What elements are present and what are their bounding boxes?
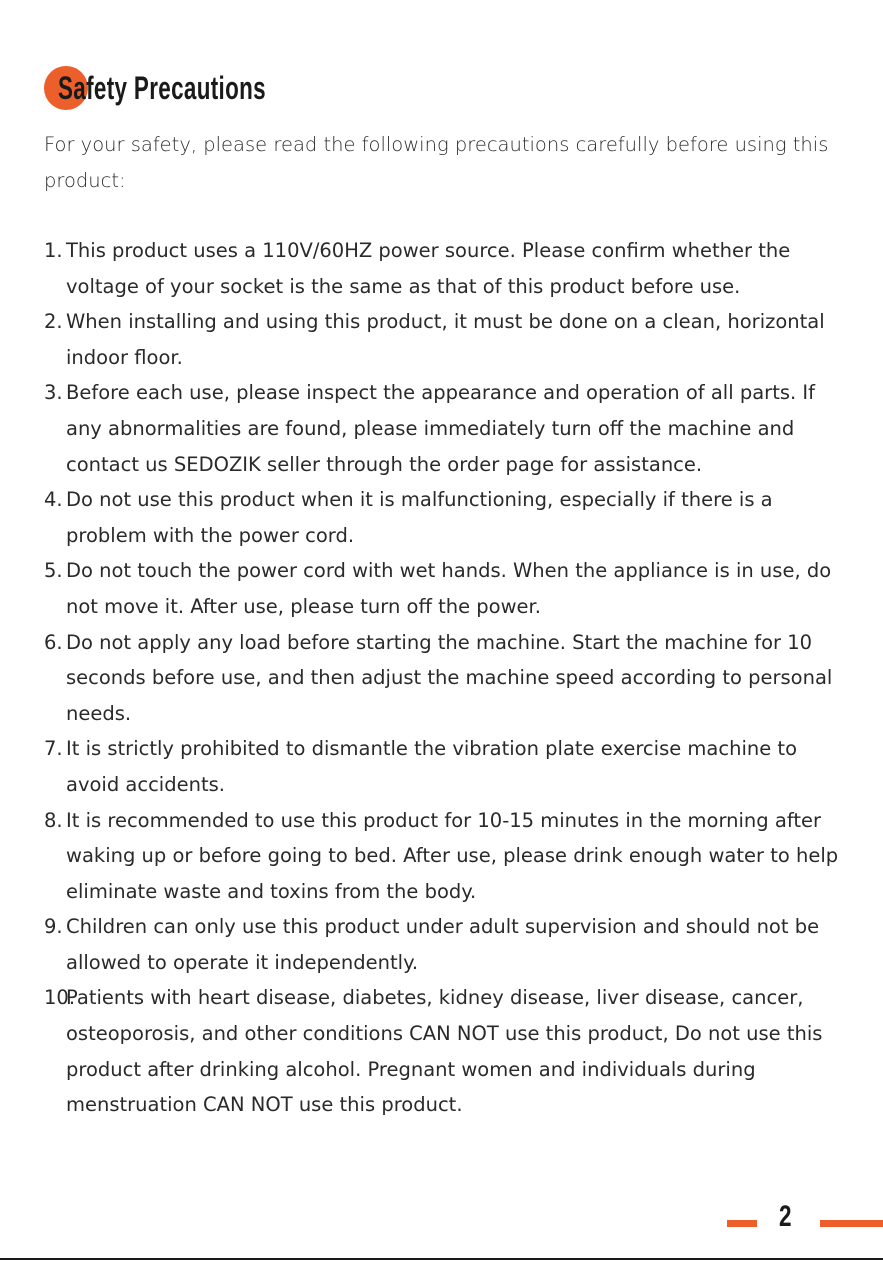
item-text: Do not apply any load before starting the machine. Start the machine for 10 seconds before use, and then adjust the machine speed according to personal needs.	[66, 630, 833, 725]
item-number: 2.	[44, 310, 63, 334]
item-number: 7.	[44, 737, 63, 761]
item-text: Do not touch the power cord with wet hands. When the appliance is in use, do not move it. After use, please turn off the power.	[66, 559, 832, 618]
item-text: Do not use this product when it is malfunctioning, especially if there is a problem with the power cord.	[66, 488, 773, 547]
item-number: 3.	[44, 381, 63, 405]
footer-accent-bar-left	[727, 1220, 757, 1227]
list-item	[44, 375, 844, 482]
item-number: 6.	[44, 630, 63, 654]
footer-accent-bar-right	[820, 1220, 883, 1227]
item-text: Patients with heart disease, diabetes, kidney disease, liver disease, cancer, osteoporosis, and other conditions CAN NOT use this product, Do not use this product after drinking alcohol. Pregnant women and individuals during menstruation CAN NOT use this product.	[66, 986, 823, 1117]
intro-paragraph: For your safety, please read the following precautions carefully before using this product:	[44, 133, 829, 192]
item-number: 10.	[44, 986, 76, 1010]
section-header	[44, 66, 341, 110]
list-item	[44, 909, 844, 980]
list-item	[44, 731, 844, 802]
item-number: 1.	[44, 239, 63, 262]
item-number: 9.	[44, 915, 63, 939]
item-text: It is strictly prohibited to dismantle the vibration plate exercise machine to avoid accidents.	[66, 737, 798, 796]
list-item	[44, 233, 844, 304]
item-number: 4.	[44, 488, 63, 512]
item-text: Before each use, please inspect the appearance and operation of all parts. If any abnormalities are found, please immediately turn off the machine and contact us SEDOZIK seller through the order page for assistance.	[66, 381, 816, 476]
page-title: Safety Precautions	[58, 70, 266, 106]
list-item	[44, 625, 844, 732]
item-text: Children can only use this product under adult supervision and should not be allowed to operate it independently.	[66, 915, 820, 974]
list-item	[44, 803, 844, 910]
page-number: 2	[779, 1200, 792, 1233]
item-text: It is recommended to use this product for 10-15 minutes in the morning after waking up or before going to bed. After use, please drink enough water to help eliminate waste and toxins from the body.	[66, 808, 839, 903]
bottom-divider	[0, 1258, 883, 1260]
item-text: When installing and using this product, it must be done on a clean, horizontal indoor floor.	[66, 310, 825, 369]
list-item	[44, 304, 844, 375]
item-number: 5.	[44, 559, 63, 583]
item-number: 8.	[44, 808, 63, 832]
list-item	[44, 980, 844, 1122]
precautions-list	[44, 233, 844, 1123]
list-item	[44, 482, 844, 553]
list-item	[44, 553, 844, 624]
item-text: This product uses a 110V/60HZ power source. Please confirm whether the voltage of your socket is the same as that of this product before use.	[66, 239, 791, 298]
